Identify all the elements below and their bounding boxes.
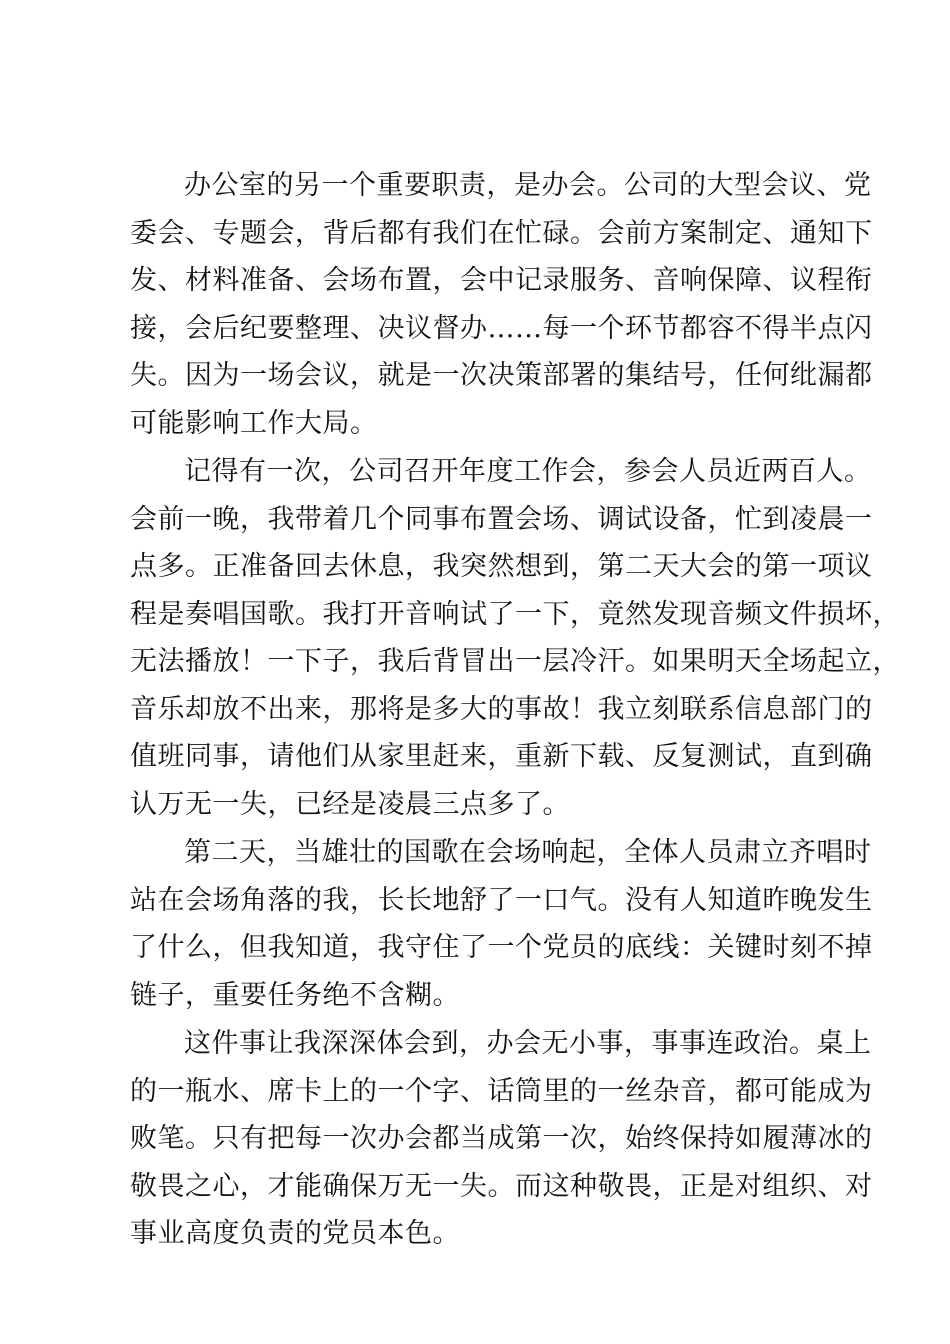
text-line: 办公室的另一个重要职责，是办会。公司的大型会议、党 <box>184 170 872 201</box>
paragraph-meeting-duties <box>130 162 873 447</box>
text-line: 第二天，当雄壮的国歌在会场响起，全体人员肃立齐唱时 <box>184 837 872 868</box>
document-body <box>130 162 900 1259</box>
text-line: 敬畏之心，才能确保万无一失。而这种敬畏，正是对组织、对 <box>130 1170 873 1202</box>
text-line: 失。因为一场会议，就是一次决策部署的集结号，任何纰漏都 <box>130 360 873 391</box>
text-line: 败笔。只有把每一次办会都当成第一次，始终保持如履薄冰的 <box>130 1123 873 1154</box>
text-line: 音乐却放不出来，那将是多大的事故！我立刻联系信息部门的 <box>130 693 873 725</box>
text-line: 这件事让我深深体会到，办会无小事，事事连政治。桌上 <box>184 1028 872 1059</box>
text-line: 的一瓶水、席卡上的一个字、话筒里的一丝杂音，都可能成为 <box>130 1075 873 1107</box>
text-line: 无法播放！一下子，我后背冒出一层冷汗。如果明天全场起立， <box>130 646 900 677</box>
paragraph-next-day <box>130 829 873 1019</box>
text-line: 可能影响工作大局。 <box>130 407 378 439</box>
text-line: 链子，重要任务绝不含糊。 <box>130 979 460 1011</box>
text-line: 认万无一失，已经是凌晨三点多了。 <box>130 788 570 820</box>
text-line: 事业高度负责的党员本色。 <box>130 1218 460 1249</box>
text-line: 站在会场角落的我，长长地舒了一口气。没有人知道昨晚发生 <box>130 884 873 916</box>
text-line: 发、材料准备、会场布置，会中记录服务、音响保障、议程衔 <box>130 265 873 296</box>
paragraph-anthem-incident <box>130 448 900 828</box>
text-line: 值班同事，请他们从家里赶来，重新下载、反复测试，直到确 <box>130 741 873 772</box>
text-line: 会前一晚，我带着几个同事布置会场、调试设备，忙到凌晨一 <box>130 503 873 535</box>
text-line: 点多。正准备回去休息，我突然想到，第二天大会的第一项议 <box>130 551 873 582</box>
text-line: 接，会后纪要整理、决议督办……每一个环节都容不得半点闪 <box>130 312 873 344</box>
text-line: 记得有一次，公司召开年度工作会，参会人员近两百人。 <box>184 456 872 487</box>
paragraph-reflection <box>130 1020 873 1258</box>
text-line: 程是奏唱国歌。我打开音响试了一下，竟然发现音频文件损坏， <box>130 598 900 630</box>
text-line: 委会、专题会，背后都有我们在忙碌。会前方案制定、通知下 <box>130 217 873 249</box>
text-line: 了什么，但我知道，我守住了一个党员的底线：关键时刻不掉 <box>130 932 873 963</box>
